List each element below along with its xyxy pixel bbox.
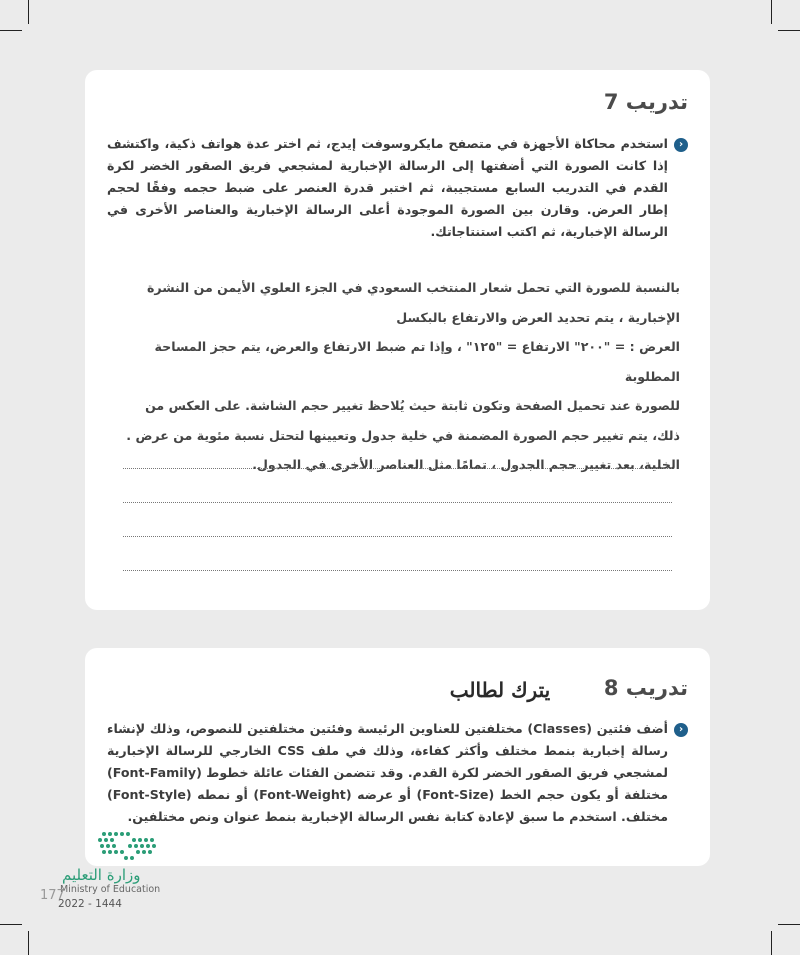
exercise-8-intro-text: أضف فئتين (Classes) مختلفتين للعناوين الرئيسة وفئتين مختلفتين للنصوص، وذلك لإنشاء رسالة إخبارية بنمط مختلف وأكثر كفاءة، وذلك في ملف CSS الخارجي للرسالة الإخبارية لمشجعي فريق الصقور الخضر لكرة القدم. وقد تتضمن الفئات عائلة خطوط (Font-Family) مختلفة أو يكون حجم الخط (Font-Size) أو عرضه (Font-Weight) أو نمطه (Font-Style) مختلف. استخدم ما سبق لإعادة كتابة نفس الرسالة الإخبارية بنمط عنوان ونص مختلفين. xyxy=(107,721,669,824)
answer-line: العرض : = "٢٠٠" الارتفاع = "١٢٥" ، وإذا تم ضبط الارتفاع والعرض، يتم حجز المساحة المطلوبة xyxy=(154,339,680,384)
exercise-7-title: تدريب 7 xyxy=(603,90,688,114)
chevron-left-icon: ‹ xyxy=(674,723,688,737)
crop-mark xyxy=(778,30,800,31)
answer-line: للصورة عند تحميل الصفحة وتكون ثابتة حيث يُلاحظ تغيير حجم الشاشة. على العكس من xyxy=(145,398,680,413)
exercise-8-title: تدريب 8 xyxy=(603,676,688,700)
answer-line: ذلك، يتم تغيير حجم الصورة المضمنة في خلية جدول وتعيينها لتحتل نسبة مئوية من عرض . xyxy=(126,427,680,443)
crop-mark xyxy=(28,0,29,24)
exercise-7-card xyxy=(85,70,710,610)
handwritten-note: يترك لطالب xyxy=(449,678,551,702)
exercise-8-instructions xyxy=(107,718,688,828)
page-number: 177 xyxy=(40,888,65,903)
answer-line: الخلية، بعد تغيير حجم الجدول ، تمامًا مثل العناصر الأخرى في الجدول. xyxy=(252,457,680,472)
crop-mark xyxy=(778,924,800,925)
crop-mark xyxy=(28,931,29,955)
edition-year: 2022 - 1444 xyxy=(58,898,122,910)
exercise-7-intro-text: استخدم محاكاة الأجهزة في متصفح مايكروسوفت إيدج، ثم اختر عدة هواتف ذكية، واكتشف إذا كانت الصورة التي أضفتها إلى الرسالة الإخبارية لمشجعي فريق الصقور الخضر لكرة القدم في التدريب السابع مستجيبة، ثم اختبر قدرة العنصر على ضبط حجمه وفقًا لحجم إطار العرض. وقارن بين الصورة الموجودة أعلى الرسالة الإخبارية والعناصر الأخرى في الرسالة الإخبارية، ثم اكتب استنتاجاتك. xyxy=(107,136,668,239)
answer-line: الإخبارية ، يتم تحديد العرض والارتفاع بالبكسل xyxy=(396,309,680,325)
answer-dotted-line[interactable] xyxy=(123,502,672,503)
exercise-7-answer xyxy=(123,273,680,480)
exercise-7-instructions xyxy=(107,133,688,243)
chevron-left-icon: ‹ xyxy=(674,138,688,152)
ministry-name-arabic: وزارة التعليم xyxy=(62,866,141,884)
crop-mark xyxy=(0,924,22,925)
answer-dotted-line[interactable] xyxy=(123,468,672,469)
answer-dotted-line[interactable] xyxy=(123,570,672,571)
crop-mark xyxy=(771,931,772,955)
answer-dotted-line[interactable] xyxy=(123,536,672,537)
crop-mark xyxy=(771,0,772,24)
ministry-name-english: Ministry of Education xyxy=(60,884,161,895)
crop-mark xyxy=(0,30,22,31)
answer-line: بالنسبة للصورة التي تحمل شعار المنتخب السعودي في الجزء العلوي الأيمن من النشرة xyxy=(146,280,680,295)
